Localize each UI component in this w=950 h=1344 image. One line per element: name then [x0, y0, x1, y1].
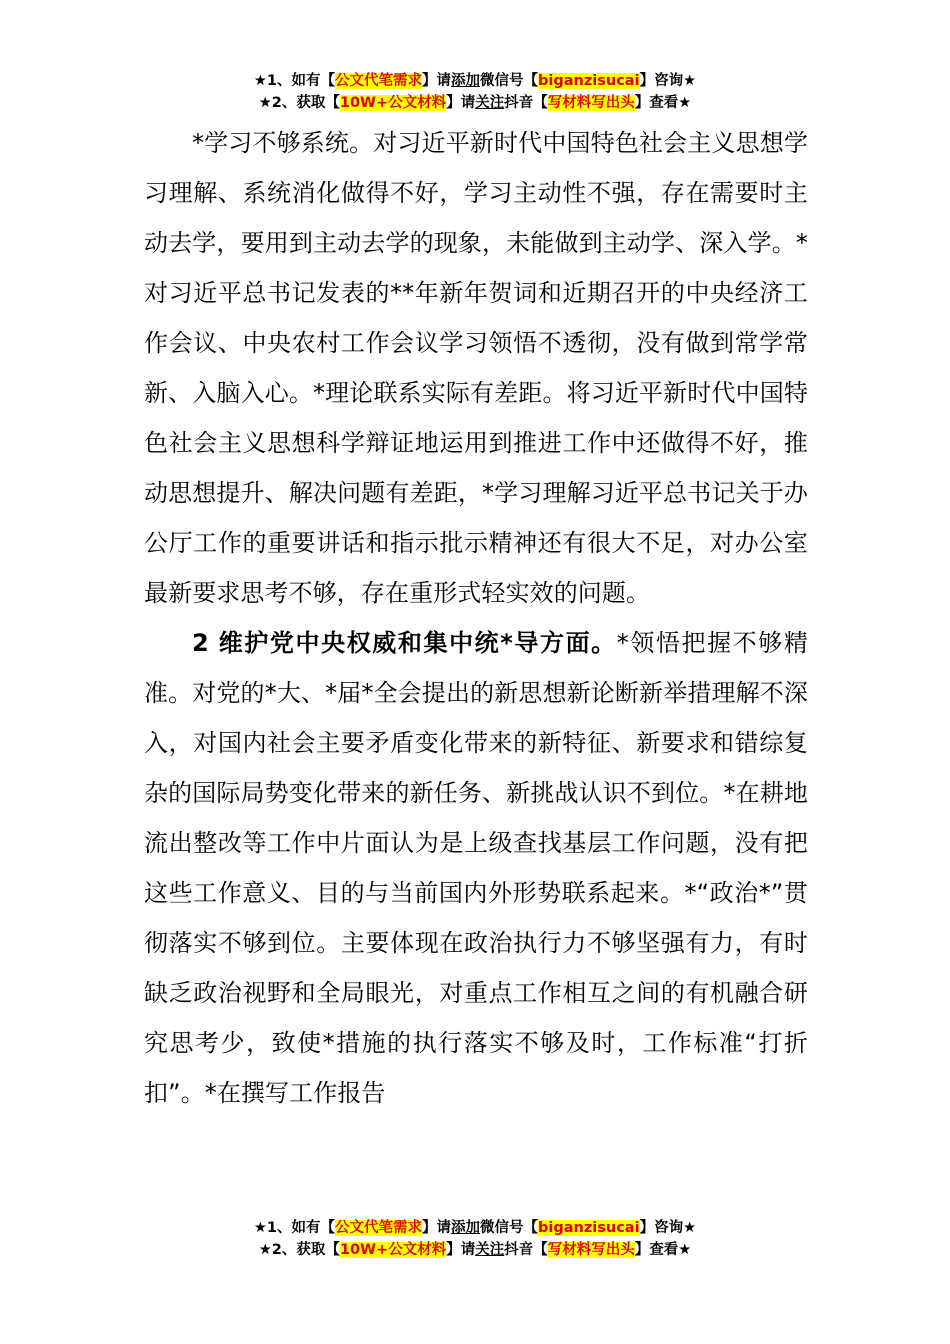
document-body: [144, 118, 808, 1118]
banner-text: 】查看★: [634, 1242, 692, 1258]
banner-highlight: 10W+公文材料: [339, 95, 447, 111]
banner-highlight: 公文代笔需求: [335, 1220, 423, 1236]
banner-line-1: [0, 1217, 950, 1239]
banner-text: 抖音【: [504, 1242, 548, 1258]
banner-line-2: [0, 1239, 950, 1261]
banner-text: 】请: [422, 73, 452, 89]
banner-text: ★1、如有【: [253, 1220, 336, 1236]
banner-text: 】请: [422, 1220, 452, 1236]
banner-highlight: 写材料写出头: [547, 95, 635, 111]
banner-text: 】咨询★: [639, 1220, 697, 1236]
banner-text: 微信号【: [480, 73, 539, 89]
banner-line-1: [0, 70, 950, 92]
banner-text: 】请: [446, 1242, 476, 1258]
banner-underline: 关注: [475, 95, 505, 111]
banner-text: ★1、如有【: [253, 73, 336, 89]
banner-underline: 关注: [475, 1242, 505, 1258]
banner-highlight: biganzisucai: [538, 73, 640, 89]
banner-text: 】咨询★: [639, 73, 697, 89]
banner-underline: 添加: [451, 73, 481, 89]
banner-underline: 添加: [451, 1220, 481, 1236]
banner-text: 抖音【: [504, 95, 548, 111]
banner-text: 微信号【: [480, 1220, 539, 1236]
banner-highlight: biganzisucai: [538, 1220, 640, 1236]
banner-line-2: [0, 92, 950, 114]
banner-text: ★2、获取【: [258, 1242, 340, 1258]
banner-text: ★2、获取【: [258, 95, 340, 111]
banner-highlight: 10W+公文材料: [339, 1242, 447, 1258]
paragraph-2: [144, 618, 808, 1118]
banner-text: 】查看★: [634, 95, 692, 111]
banner-text: 】请: [446, 95, 476, 111]
footer-banner: [0, 1217, 950, 1261]
banner-highlight: 公文代笔需求: [335, 73, 423, 89]
banner-highlight: 写材料写出头: [547, 1242, 635, 1258]
paragraph-1: *学习不够系统。对习近平新时代中国特色社会主义思想学习理解、系统消化做得不好，学习主动性不强，存在需要时主动去学，要用到主动去学的现象，未能做到主动学、深入学。*对习近平总书记发表的**年新年贺词和近期召开的中央经济工作会议、中央农村工作会议学习领悟不透彻，没有做到常学常新、入脑入心。*理论联系实际有差距。将习近平新时代中国特色社会主义思想科学辩证地运用到推进工作中还做得不好，推动思想提升、解决问题有差距，*学习理解习近平总书记关于办公厅工作的重要讲话和指示批示精神还有很大不足，对办公室最新要求思考不够，存在重形式轻实效的问题。: [144, 129, 808, 607]
header-banner: [0, 70, 950, 114]
paragraph-2-heading: 2 维护党中央权威和集中统*导方面。: [192, 629, 617, 657]
paragraph-2-body: *领悟把握不够精准。对党的*大、*届*全会提出的新思想新论断新举措理解不深入，对国内社会主要矛盾变化带来的新特征、新要求和错综复杂的国际局势变化带来的新任务、新挑战认识不到位。*在耕地流出整改等工作中片面认为是上级查找基层工作问题，没有把这些工作意义、目的与当前国内外形势联系起来。*“政治*”贯彻落实不够到位。主要体现在政治执行力不够坚强有力，有时缺乏政治视野和全局眼光，对重点工作相互之间的有机融合研究思考少，致使*措施的执行落实不够及时，工作标准“打折扣”。*在撰写工作报告: [144, 629, 808, 1107]
